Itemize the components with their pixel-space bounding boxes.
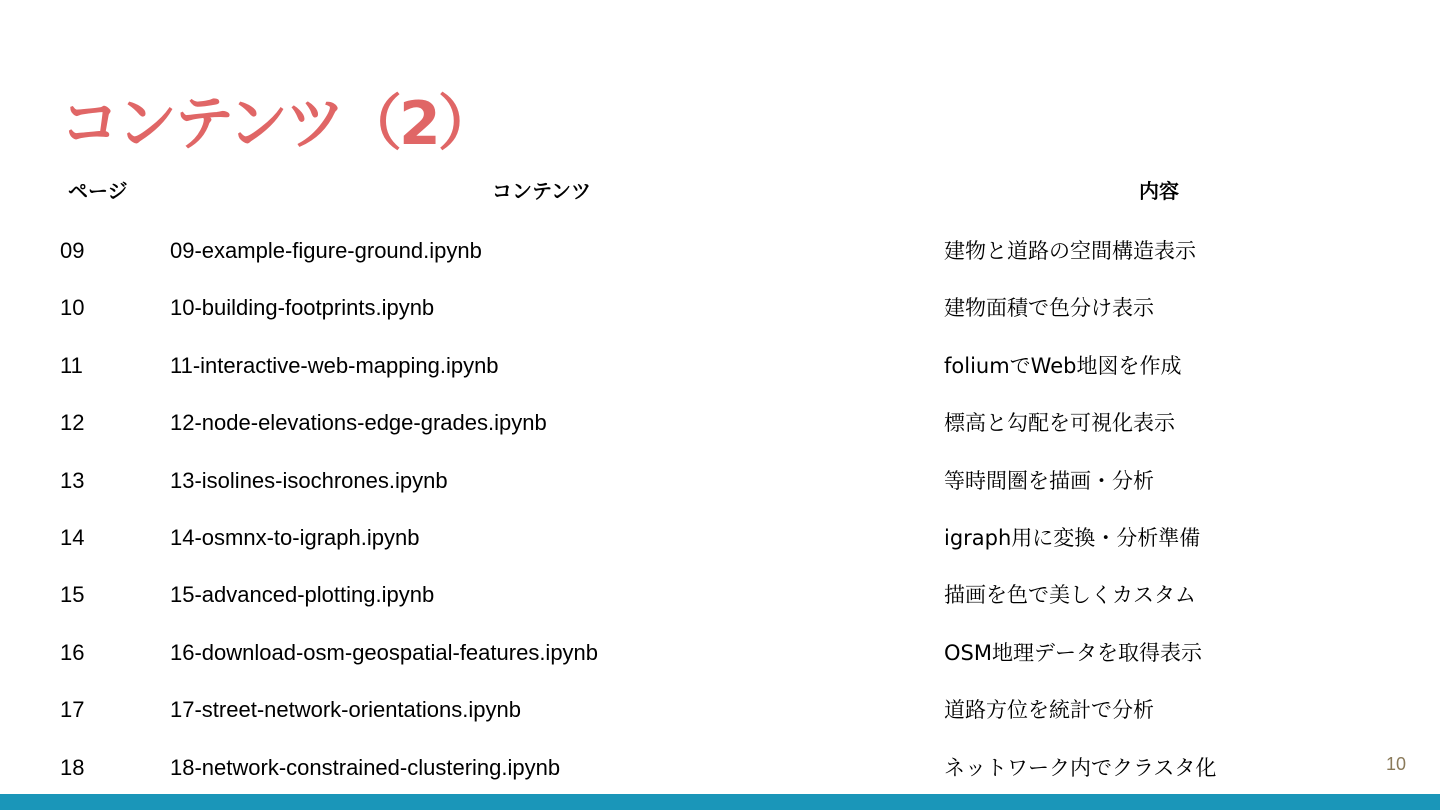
table-row (0, 682, 1440, 739)
table-row (0, 567, 1440, 624)
row-page-number: 18 (60, 754, 85, 780)
row-notebook-file: 16-download-osm-geospatial-features.ipynb (170, 639, 599, 665)
row-notebook-file: 10-building-footprints.ipynb (170, 295, 435, 321)
column-header-description: 内容 (1139, 179, 1179, 203)
row-notebook-file: 09-example-figure-ground.ipynb (170, 238, 482, 263)
row-description: igraph用に変換・分析準備 (944, 525, 1201, 550)
row-description: 道路方位を統計で分析 (944, 698, 1154, 723)
table-row (0, 740, 1440, 797)
row-notebook-file: 12-node-elevations-edge-grades.ipynb (170, 410, 547, 436)
row-description: 建物と道路の空間構造表示 (944, 239, 1196, 263)
row-page-number: 17 (60, 697, 85, 723)
table-row (0, 395, 1440, 452)
row-description: foliumでWeb地図を作成 (944, 353, 1182, 378)
row-page-number: 09 (60, 238, 85, 263)
row-page-number: 10 (60, 295, 85, 321)
row-description: 標高と勾配を可視化表示 (944, 411, 1175, 436)
row-page-number: 12 (60, 410, 85, 436)
row-description: ネットワーク内でクラスタ化 (944, 755, 1217, 780)
row-notebook-file: 15-advanced-plotting.ipynb (170, 582, 435, 608)
row-description: 等時間圏を描画・分析 (944, 468, 1154, 493)
row-notebook-file: 14-osmnx-to-igraph.ipynb (170, 524, 420, 550)
row-page-number: 14 (60, 524, 85, 550)
row-page-number: 11 (60, 352, 83, 378)
row-notebook-file: 13-isolines-isochrones.ipynb (170, 467, 448, 493)
row-page-number: 15 (60, 582, 85, 608)
table-row (0, 280, 1440, 337)
row-page-number: 13 (60, 467, 85, 493)
row-notebook-file: 17-street-network-orientations.ipynb (170, 697, 521, 723)
table-row (0, 338, 1440, 395)
row-notebook-file: 11-interactive-web-mapping.ipynb (170, 352, 499, 378)
row-description: 建物面積で色分け表示 (944, 296, 1154, 321)
column-header-page: ページ (68, 179, 128, 203)
table-row (0, 510, 1440, 567)
table-row (0, 625, 1440, 682)
table-row (0, 223, 1440, 280)
row-description: OSM地理データを取得表示 (944, 640, 1202, 665)
row-page-number: 16 (60, 639, 85, 665)
column-header-contents: コンテンツ (492, 179, 591, 203)
slide-page-number: 10 (1385, 754, 1406, 774)
row-description: 描画を色で美しくカスタム (944, 583, 1196, 608)
slide-title: コンテンツ（2） (60, 89, 495, 159)
table-row (0, 453, 1440, 510)
footer-accent-bar (0, 794, 1440, 810)
row-notebook-file: 18-network-constrained-clustering.ipynb (170, 754, 561, 780)
contents-table-body (0, 223, 1440, 797)
